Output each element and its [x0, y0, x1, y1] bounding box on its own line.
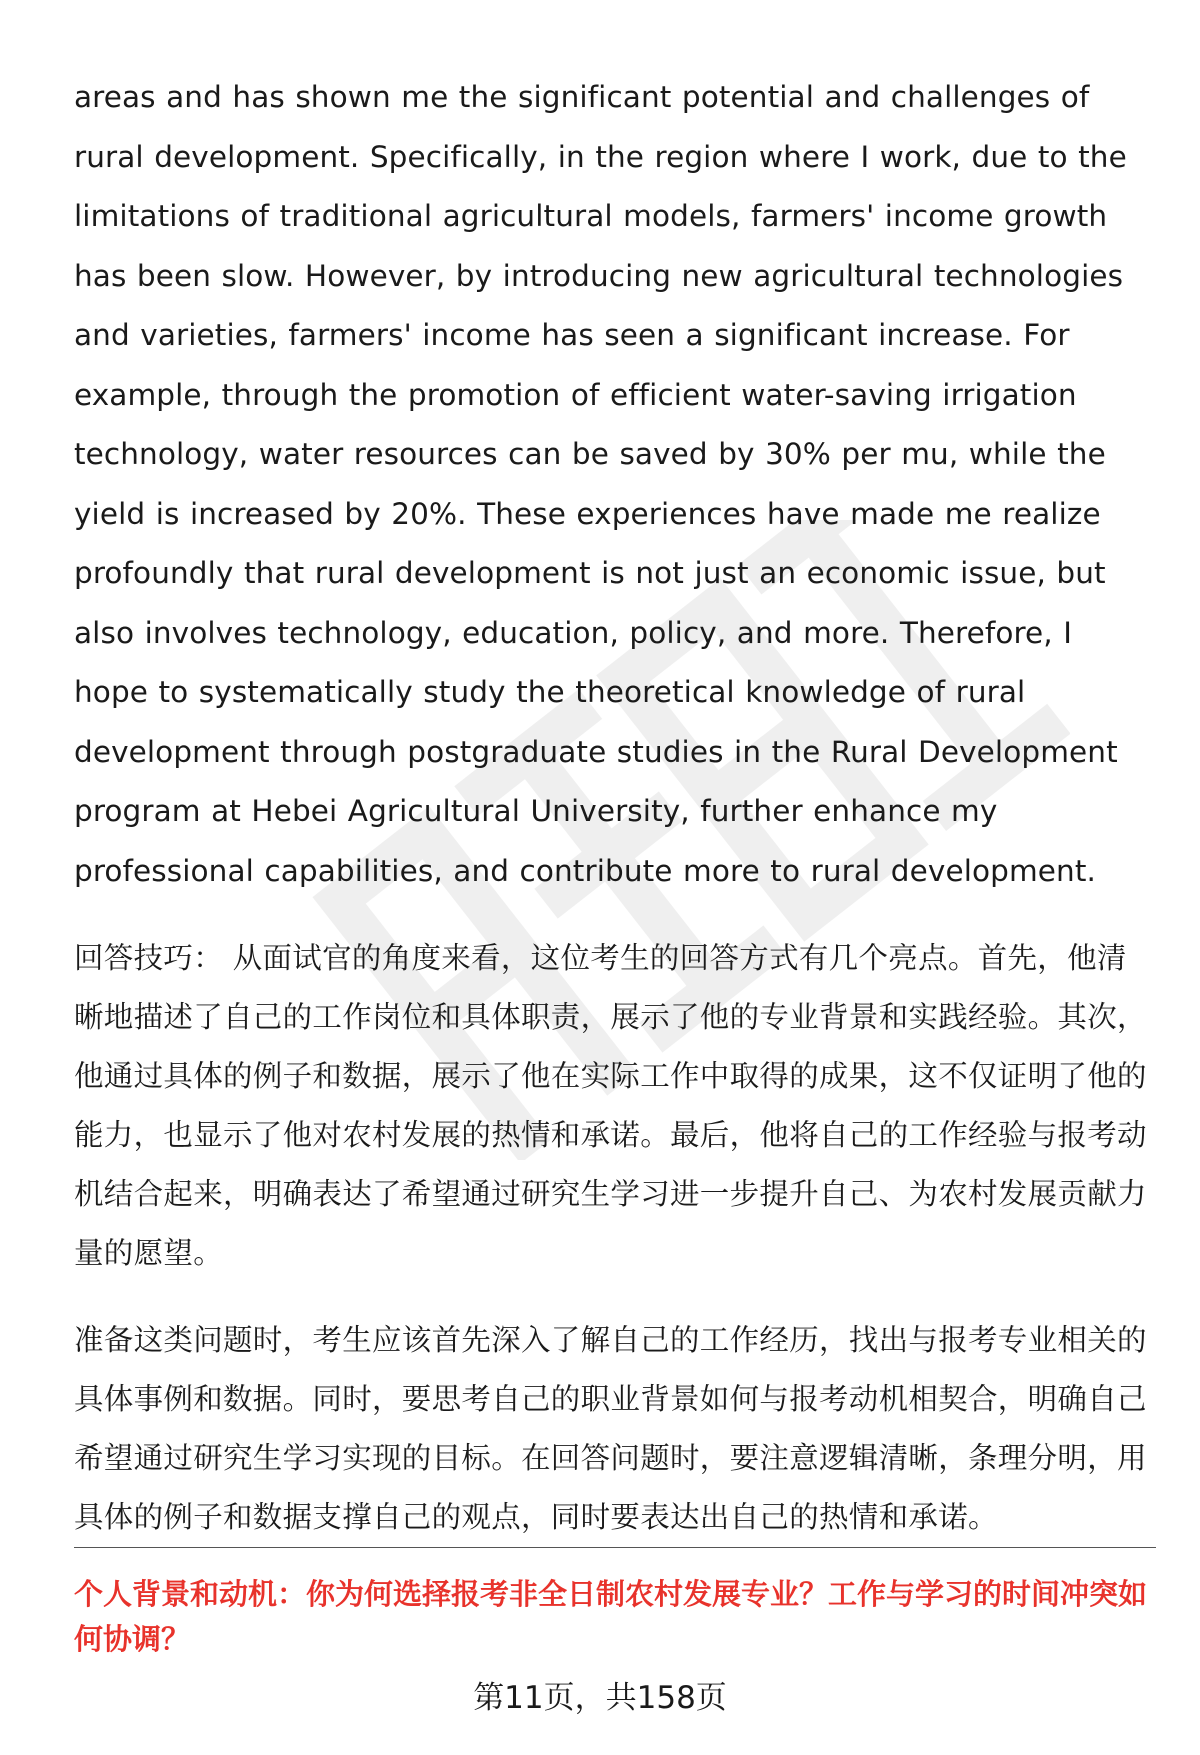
section-divider — [74, 1547, 1156, 1548]
answer-tips-paragraph: 回答技巧： 从面试官的角度来看，这位考生的回答方式有几个亮点。首先，他清晰地描述了自己的工作岗位和具体职责，展示了他的专业背景和实践经验。其次，他通过具体的例子和数据，展示了他在实际工作中取得的成果，这不仅证明了他的能力，也显示了他对农村发展的热情和承诺。最后，他将自己的工作经验与报考动机结合起来，明确表达了希望通过研究生学习进一步提升自己、为农村发展贡献力量的愿望。 — [74, 941, 1147, 1270]
page-number: 第11页，共158页 — [473, 1680, 727, 1716]
preparation-advice-paragraph: 准备这类问题时，考生应该首先深入了解自己的工作经历，找出与报考专业相关的具体事例和数据。同时，要思考自己的职业背景如何与报考动机相契合，明确自己希望通过研究生学习实现的目标。在回答问题时，要注意逻辑清晰，条理分明，用具体的例子和数据支撑自己的观点，同时要表达出自己的热情和承诺。 — [74, 1323, 1147, 1534]
english-answer-paragraph: areas and has shown me the significant potential and challenges of rural development. Specifically, in the region where I work, due to the limitations of traditional agricultural models, farmers' income growth has been slow. However, by introducing new agricultural technologies and varieties, farmers' income has seen a significant increase. For example, through the promotion of efficient water-saving irrigation technology, water resources can be saved by 30% per mu, while the yield is increased by 20%. These experiences have made me realize profoundly that rural development is not just an economic issue, but also involves technology, education, policy, and more. Therefore, I hope to systematically study the theoretical knowledge of rural development through postgraduate studies in the Rural Development program at Hebei Agricultural University, further enhance my professional capabilities, and contribute more to rural development. — [74, 80, 1127, 888]
document-body — [74, 68, 1156, 1547]
next-question-heading: 个人背景和动机：你为何选择报考非全日制农村发展专业？工作与学习的时间冲突如何协调？ — [74, 1577, 1148, 1656]
